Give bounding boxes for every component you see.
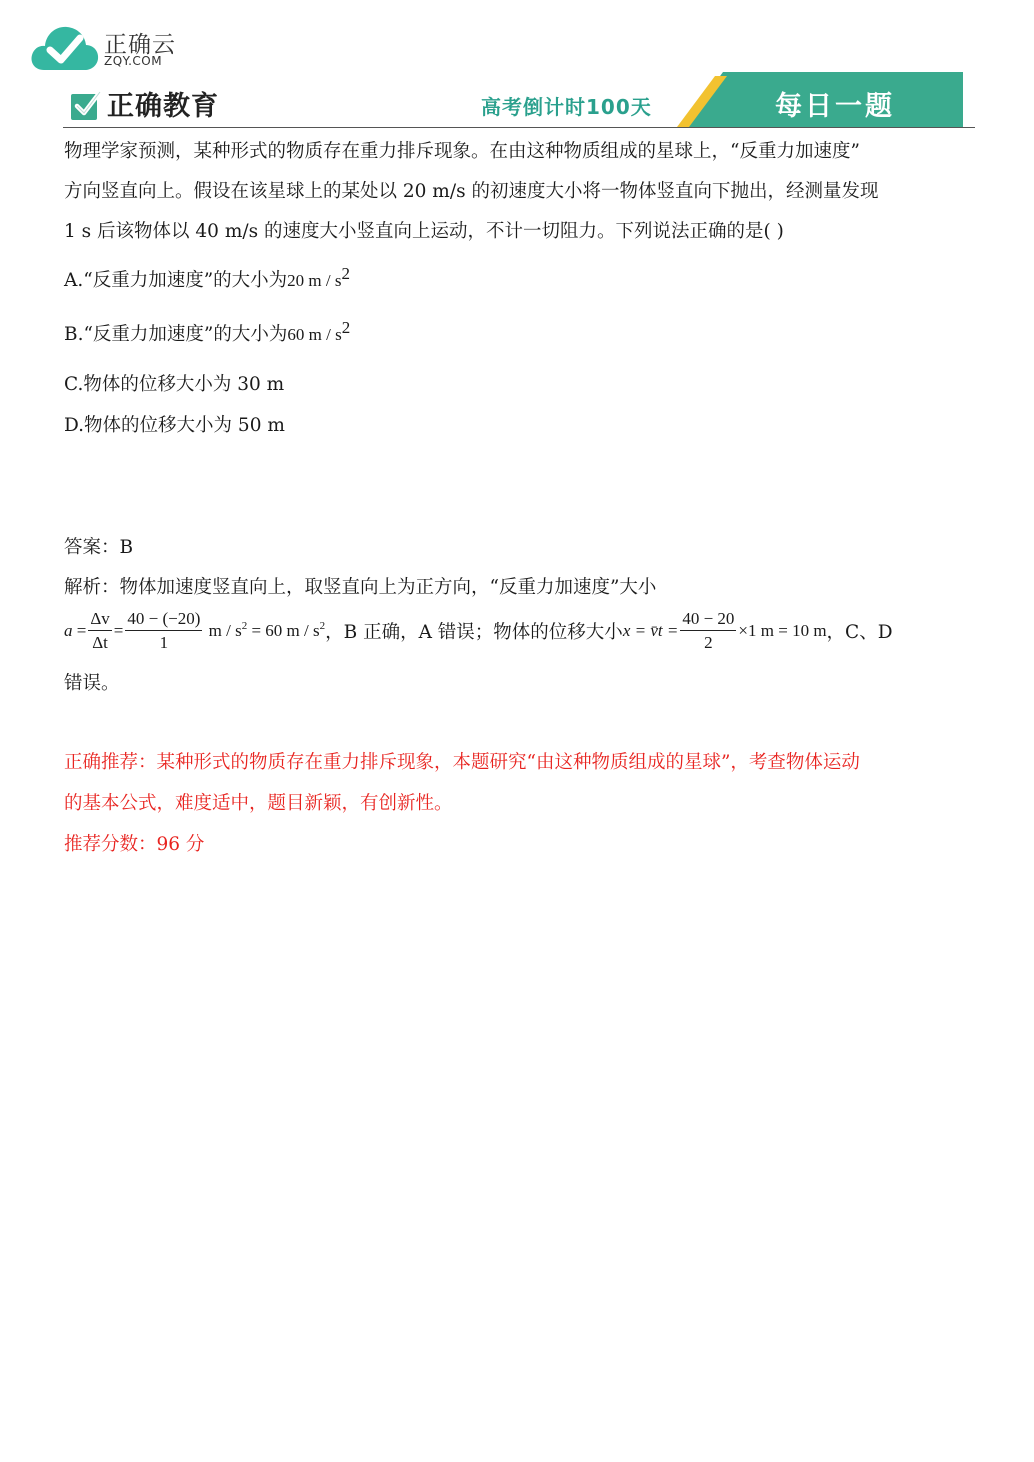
answer-text: 答案：B (64, 537, 134, 558)
eq2-result: ×1 m = 10 m (738, 621, 827, 640)
question-line: 1 s 后该物体以 40 m/s 的速度大小竖直向上运动，不计一切阻力。下列说法正确的是( ) (64, 221, 784, 242)
recommend-line-1: 正确推荐：某种形式的物质存在重力排斥现象，本题研究“由这种物质组成的星球”，考查物体运动 (64, 752, 860, 773)
recommend-score: 推荐分数：96 分 (64, 834, 205, 855)
logo-name: 正确云 (104, 32, 176, 58)
fraction-denominator: 2 (704, 633, 713, 652)
analysis-end-text: ，C、D (826, 622, 893, 643)
fraction-velocity-change (125, 610, 202, 652)
eq-result-exponent: 2 (319, 620, 326, 632)
header-banner (63, 72, 975, 130)
option-b-value: 60 m / s (287, 325, 342, 344)
option-b-text: B.“反重力加速度”的大小为 (64, 324, 288, 345)
option-a (64, 266, 350, 292)
option-b (64, 320, 350, 346)
eq-unit-exponent: 2 (241, 620, 248, 632)
question-line: 方向竖直向上。假设在该星球上的某处以 20 m/s 的初速度大小将一物体竖直向下抛出，经测量发现 (64, 181, 879, 202)
zqy-logo (30, 22, 190, 74)
logo-url: ZQY.COM (104, 54, 163, 68)
daily-question-title: 每日一题 (775, 91, 895, 122)
analysis-equation-line (64, 606, 893, 656)
eq-symbol-a: a (64, 621, 73, 640)
fraction-numerator: 40 − (−20) (125, 610, 202, 631)
cloud-check-icon (30, 22, 100, 74)
option-c: C.物体的位移大小为 30 m (64, 374, 285, 395)
eq-unit: m / s (208, 621, 242, 640)
eq-equals-2: = (113, 621, 124, 640)
fraction-numerator: 40 − 20 (680, 610, 736, 631)
analysis-line-1: 解析：物体加速度竖直向上，取竖直向上为正方向，“反重力加速度”大小 (64, 577, 657, 598)
check-box-icon (69, 88, 103, 122)
countdown-text: 高考倒计时100天 (481, 95, 652, 119)
fraction-numerator: Δv (88, 610, 111, 631)
eq-result: = 60 m / s (247, 621, 320, 640)
option-a-text: A.“反重力加速度”的大小为 (64, 270, 288, 291)
question-line: 物理学家预测，某种形式的物质存在重力排斥现象。在由这种物质组成的星球上，“反重力加速度” (64, 141, 860, 162)
fraction-delta-v-over-delta-t (88, 610, 111, 652)
option-d: D.物体的位移大小为 50 m (64, 415, 285, 436)
option-a-exponent: 2 (341, 264, 350, 283)
analysis-mid-text: ，B 正确，A 错误；物体的位移大小 (325, 622, 623, 643)
option-b-exponent: 2 (341, 318, 351, 337)
fraction-denominator: Δt (92, 633, 108, 652)
fraction-average-velocity (680, 610, 736, 652)
analysis-line-3: 错误。 (64, 673, 120, 694)
question-text (64, 132, 974, 252)
eq2-lhs: x = v̄t = (622, 621, 679, 640)
fraction-denominator: 1 (159, 633, 169, 652)
eq-equals: = (76, 621, 87, 640)
recommend-line-2: 的基本公式，难度适中，题目新颖，有创新性。 (64, 793, 453, 814)
option-a-value: 20 m / s (287, 271, 342, 290)
brand-title: 正确教育 (107, 91, 219, 122)
header-divider (63, 127, 975, 128)
